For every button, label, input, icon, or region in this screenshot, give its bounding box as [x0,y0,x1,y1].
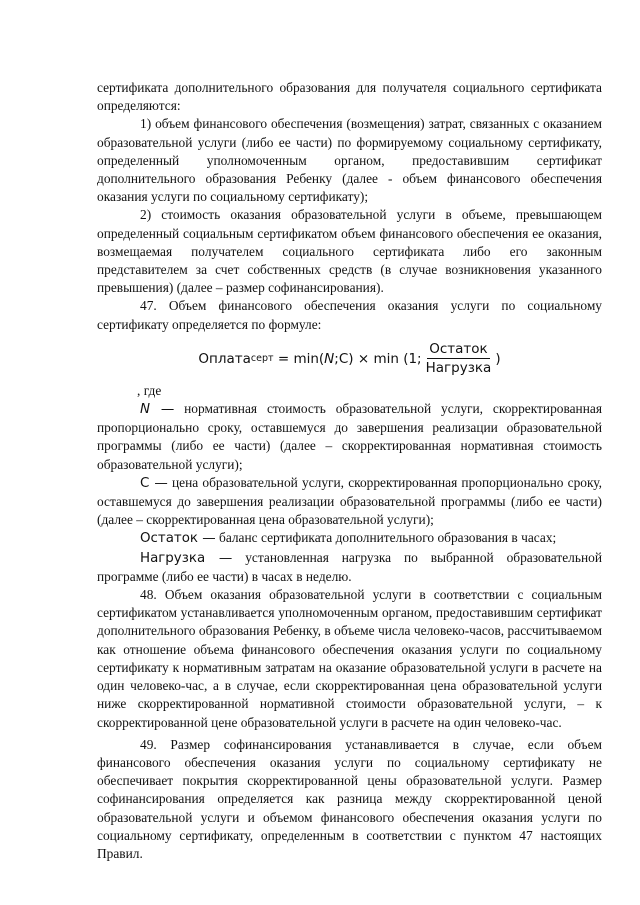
definition-nagruzka-text: установленная нагрузка по выбранной образовательной программе (либо ее части) в часах в неделю. [97,549,602,584]
paragraph-47: 47. Объем финансового обеспечения оказания услуги по социальному сертификату определяется по формуле: [97,298,602,332]
formula-close2: ) [495,350,501,367]
paragraph-intro: сертификата дополнительного образования для получателя социального сертификата определяются: [97,80,602,114]
definition-ostatok [97,529,602,548]
definition-c-text: цена образовательной услуги, скорректированная пропорционально сроку, оставшемуся до завершения реализации образовательной программы (либо ее части) (далее – скорректированная цена образовательной услуги); [97,474,602,528]
definition-nagruzka [97,549,602,586]
definition-ostatok-text: баланс сертификата дополнительного образования в часах; [219,530,557,546]
formula-denominator: Нагрузка [425,360,492,377]
formula-separator: ; [334,350,339,367]
formula-times-min: × min (1; [353,350,422,367]
paragraph-48: 48. Объем оказания образовательной услуги в соответствии с социальным сертификатом устанавливается уполномоченным органом, предоставившим сертификат дополнительного образования Ребенку, в объеме числа человеко-часов, рассчитываемом как отношение объема финансового обеспечения оказания услуги по социальному сертификату к нормативным затратам на оказание образовательной услуги в расчете на один человеко-час, а в случае, если скорректированная цена образовательной услуги ниже скорректированной нормативной стоимости образовательной услуги, – к скорректированной цене образовательной услуги в расчете на один человеко-час. [97,587,602,730]
list-item-2: 2) стоимость оказания образовательной услуги в объеме, превышающем определенный социальным сертификатом объем финансового обеспечения ее оказания, возмещаемая получателем социального сертификата либо его законным представителем за счет собственных средств (в случае возникновения указанного превышения) (далее – размер софинансирования). [97,207,602,296]
definition-n-symbol: N — [140,402,175,418]
formula-where: , где [137,382,162,398]
paragraph-49: 49. Размер софинансирования устанавливается в случае, если объем финансового обеспечения оказания услуги по социальному сертификату не обеспечивает покрытия скорректированной цены образовательной услуги. Размер софинансирования определяется как разница между скорректированной ценой образовательной услуги и объемом финансового обеспечения оказания услуги по социальному сертификату, определенным в соответствии с пунктом 47 настоящих Правил. [97,736,602,861]
formula-close1: ) [348,350,354,367]
definition-c [97,474,602,530]
definition-n [97,400,602,474]
definition-c-symbol: C — [140,475,168,491]
document-body [97,79,602,863]
list-item-1: 1) объем финансового обеспечения (возмещения) затрат, связанных с оказанием образовательной услуги (либо ее части) по формируемому социальному сертификату, определенный уполномоченным органом, предоставившим сертификат дополнительного образования Ребенку (далее - объем финансового обеспечения оказания услуги по социальному сертификату); [97,116,602,205]
formula-fraction [424,341,494,376]
formula-equals: = [273,350,294,367]
payment-formula [97,336,602,382]
formula-lhs-subscript: серт [250,352,274,364]
definition-n-text: нормативная стоимость образовательной услуги, скорректированная пропорционально сроку, оставшемуся до завершения реализации образовательной программы (либо ее части) (далее – скорректированная нормативная стоимость образовательной услуги); [97,401,602,472]
formula-lhs: Оплата [198,350,251,367]
definition-nagruzka-symbol: Нагрузка — [140,550,233,566]
formula-c-symbol: C [338,350,349,367]
formula-n-symbol: N [324,350,335,367]
formula-numerator: Остаток [429,341,488,358]
definition-ostatok-symbol: Остаток — [140,531,216,547]
formula-min1: min( [293,350,325,367]
